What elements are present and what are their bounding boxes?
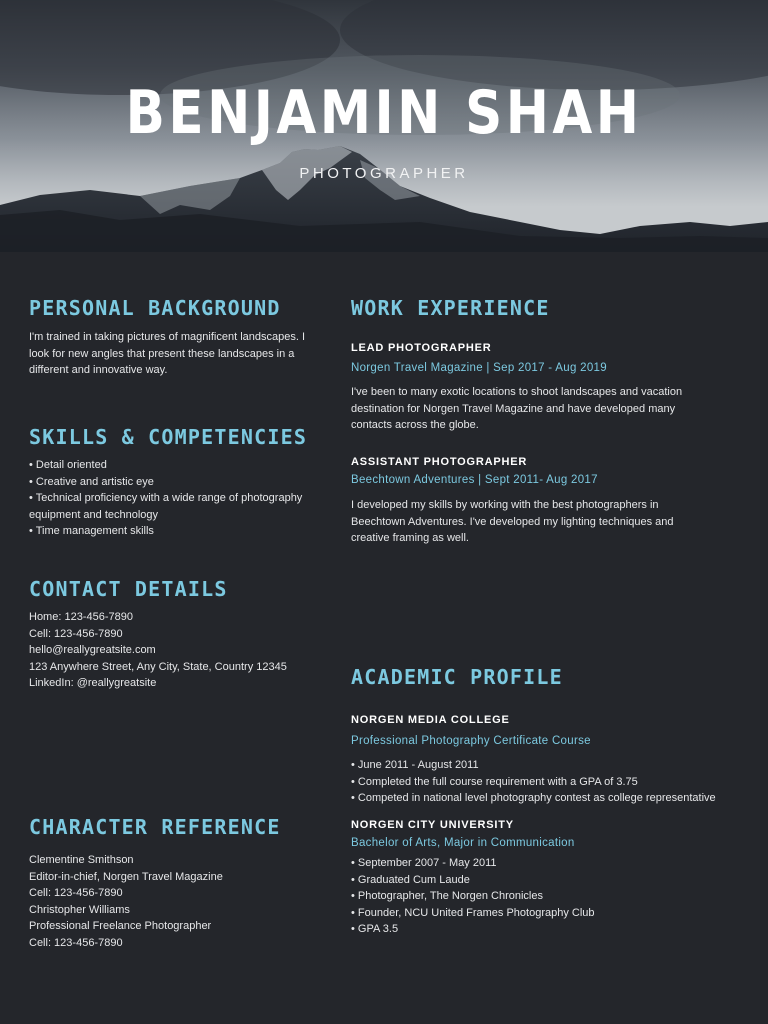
school-details: • September 2007 - May 2011 • Graduated Cum Laude • Photographer, The Norgen Chronicles • Founder, NCU United Frames Photography Club • GPA 3.5 [351, 857, 595, 935]
school-program: Bachelor of Arts, Major in Communication [351, 837, 575, 849]
contact-address: 123 Anywhere Street, Any City, State, Country 12345 [29, 660, 287, 673]
school-program: Professional Photography Certificate Course [351, 735, 591, 747]
contact-cell: Cell: 123-456-7890 [29, 627, 123, 640]
candidate-name: BENJAMIN SHAH [125, 78, 643, 148]
skills-list: • Detail oriented • Creative and artistic eye • Technical proficiency with a wide range of photography equipment and technology • Time management skills [29, 459, 303, 537]
work-experience-title: WORK EXPERIENCE [351, 296, 550, 320]
candidate-role: PHOTOGRAPHER [299, 165, 469, 182]
contact-home: Home: 123-456-7890 [29, 611, 133, 623]
header-banner [0, 0, 768, 252]
academic-profile-title: ACADEMIC PROFILE [351, 665, 563, 689]
contact-email: hello@reallygreatsite.com [29, 644, 156, 656]
reference-title: CHARACTER REFERENCE [29, 815, 281, 839]
contact-title: CONTACT DETAILS [29, 577, 228, 601]
job-title: LEAD PHOTOGRAPHER [351, 342, 492, 354]
contact-list [29, 609, 287, 692]
skills-title: SKILLS & COMPETENCIES [29, 425, 308, 449]
reference-list: Clementine Smithson Editor-in-chief, Norgen Travel Magazine Cell: 123-456-7890 Christopher Williams Professional Freelance Photographer Cell: 123-456-7890 [29, 854, 223, 949]
job-employer-dates: Norgen Travel Magazine | Sep 2017 - Aug 2019 [351, 362, 607, 374]
school-name: NORGEN MEDIA COLLEGE [351, 714, 510, 726]
personal-background-text: I'm trained in taking pictures of magnificent landscapes. I look for new angles that present these landscapes in a different and innovative way. [29, 331, 306, 376]
school-details: • June 2011 - August 2011 • Completed the full course requirement with a GPA of 3.75 • Competed in national level photography contest as college representative [351, 759, 716, 804]
job-description: I've been to many exotic locations to shoot landscapes and vacation destination for Norgen Travel Magazine and have developed many contacts across the globe. [351, 386, 683, 431]
contact-linkedin: LinkedIn: @reallygreatsite [29, 677, 157, 689]
personal-background-title: PERSONAL BACKGROUND [29, 296, 281, 320]
job-description: I developed my skills by working with the best photographers in Beechtown Adventures. I've developed my lighting techniques and creative framing as well. [351, 499, 674, 544]
school-name: NORGEN CITY UNIVERSITY [351, 819, 514, 831]
job-title: ASSISTANT PHOTOGRAPHER [351, 456, 528, 468]
job-employer-dates: Beechtown Adventures | Sept 2011- Aug 2017 [351, 474, 598, 486]
